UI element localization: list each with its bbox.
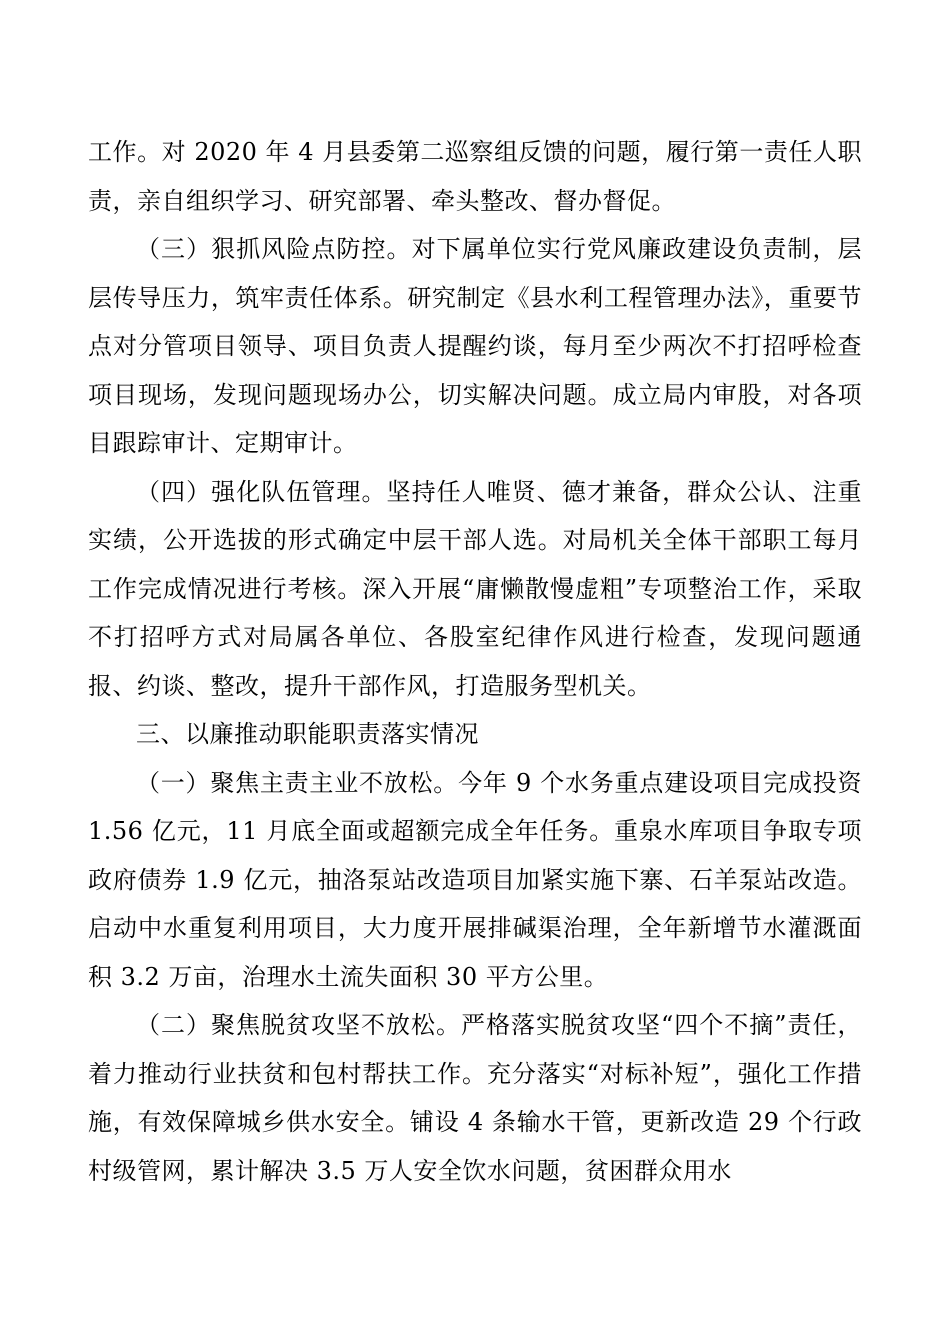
paragraph-team-management: （四）强化队伍管理。坚持任人唯贤、德才兼备，群众公认、注重实绩，公开选拔的形式确定中层干部人选。对局机关全体干部职工每月工作完成情况进行考核。深入开展“庸懒散慢虚粗”专项整治工作，采取不打招呼方式对局属各单位、各股室纪律作风进行检查，发现问题通报、约谈、整改，提升干部作风，打造服务型机关。: [88, 477, 862, 700]
paragraph-continuation: 工作。对 2020 年 4 月县委第二巡察组反馈的问题，履行第一责任人职责，亲自组织学习、研究部署、牵头整改、督办督促。: [88, 138, 862, 215]
paragraph-risk-control: （三）狠抓风险点防控。对下属单位实行党风廉政建设负责制，层层传导压力，筑牢责任体系。研究制定《县水利工程管理办法》，重要节点对分管项目领导、项目负责人提醒约谈，每月至少两次不打招呼检查项目现场，发现问题现场办公，切实解决问题。成立局内审股，对各项目跟踪审计、定期审计。: [88, 235, 862, 457]
paragraph-main-business: （一）聚焦主责主业不放松。今年 9 个水务重点建设项目完成投资 1.56 亿元，11 月底全面或超额完成全年任务。重泉水库项目争取专项政府债券 1.9 亿元，抽洛泵站改造项目加紧实施下寨、石羊泵站改造。启动中水重复利用项目，大力度开展排碱渠治理，全年新增节水灌溉面积 3.2 万亩，治理水土流失面积 30 平方公里。: [88, 768, 862, 991]
section-heading-duties: 三、以廉推动职能职责落实情况: [136, 720, 479, 748]
paragraph-poverty-alleviation: （二）聚焦脱贫攻坚不放松。严格落实脱贫攻坚“四个不摘”责任，着力推动行业扶贫和包村帮扶工作。充分落实“对标补短”，强化工作措施，有效保障城乡供水安全。铺设 4 条输水干管，更新改造 29 个行政村级管网，累计解决 3.5 万人安全饮水问题，贫困群众用水: [88, 1011, 862, 1185]
document-body: [88, 128, 862, 1195]
